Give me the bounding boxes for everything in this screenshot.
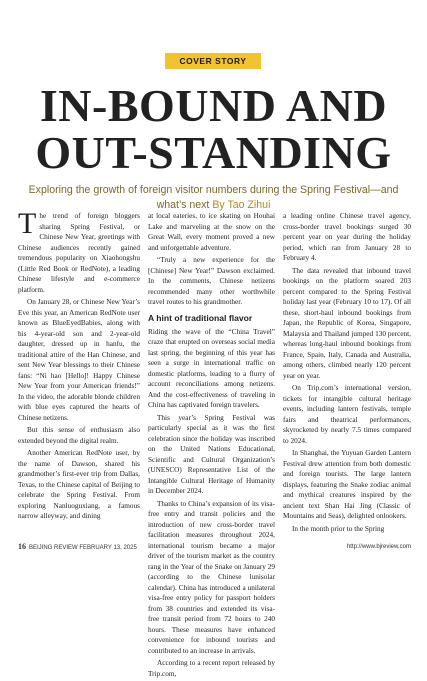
page-number: 16 (18, 542, 26, 551)
article-paragraph: In Shanghai, the Yuyuan Garden Lantern Festival drew attention from both domestic and foreign tourists. The large lantern displays, featuring the Snake zodiac animal and mythical creatures inspired by the ancient text Shan Hai Jing (Classic of Mountains and Seas), delighted onlookers. (283, 449, 411, 520)
article-paragraph: This year’s Spring Festival was particularly special as it was the first celebration since the holiday was inscribed on the United Nations Educational, Scientific and Cultural Organization’s (UNESCO) Representative List of the Intangible Cultural Heritage of Humanity in December 2024. (148, 413, 275, 495)
article-paragraph: On January 28, or Chinese New Year’s Eve this year, an American RedNote user known as BlueEyedBabies, along with his 4-year-old son and 2-year-old daughter, dressed up in hanfu, the traditional attire of the Han Chinese, and sent New Year blessings to their Chinese fans: “Ni hao [Hello]! Happy Chinese New Year from your American friends!” In the video, the adorable blonde children with blue eyes captured the hearts of Chinese netizens. (18, 298, 140, 422)
article-paragraph: According to a recent report released by Trip.com, (148, 659, 275, 678)
section-heading: A hint of traditional flavor (148, 312, 253, 323)
article-paragraph: The trend of foreign bloggers sharing Spring Festival, or Chinese New Year, greetings with Chinese audiences recently gained tremendous popularity on Xiaohongshu (Little Red Book or RedNote), a leading Chinese lifestyle and e-commerce platform. (18, 207, 140, 294)
headline-line-2: OUT-STANDING (35, 127, 392, 178)
section-tag: COVER STORY (165, 53, 261, 69)
drop-cap: T (18, 207, 37, 240)
headline-line-1: IN-BOUND AND (39, 80, 388, 131)
article-paragraph: The data revealed that inbound travel bookings on the platform soared 203 percent compared to the Spring Festival holiday last year (February 10 to 17). Of all these, short-haul inbound bookings from Japan, the Republic of Korea, Singapore, Malaysia and Thailand jumped 130 percent, whereas long-haul inbound bookings from France, Spain, Italy, Canada and Australia, among others, climbed nearly 120 percent year on year. (283, 266, 411, 380)
byline: By Tao Zihui (212, 199, 271, 211)
article-column-3 (283, 211, 411, 536)
article-paragraph: “Truly a new experience for the [Chinese] New Year!” Dawson exclaimed. In the comments, Chinese netizens recommended many other worthwhile travel routes to his grandmother. (148, 256, 275, 306)
subheadline (18, 183, 409, 213)
article-paragraph: Thanks to China’s expansion of its visa-free entry and transit policies and the introduction of new cross-border travel facilitation measures throughout 2024, international tourism became a major driver of the tourism market as the country rang in the Year of the Snake on January 29 (according to the Chinese lunisolar calendar). China has introduced a unilateral visa-free entry policy for passport holders from 38 countries and extended its visa-free transit period from 72 hours to 240 hours. These measures have enhanced convenience for inbound tourists and contributed to an increase in arrivals. (148, 499, 275, 655)
article-paragraph: a leading online Chinese travel agency, cross-border travel bookings surged 30 percent year on year during the holiday period, which ran from January 28 to February 4. (283, 212, 411, 262)
page-footer (18, 542, 411, 552)
issue-info: BEIJING REVIEW FEBRUARY 13, 2025 (29, 545, 137, 551)
website-link[interactable]: http://www.bjreview.com (346, 544, 411, 550)
footer-left (18, 542, 137, 553)
article-column-1 (18, 207, 140, 524)
article-paragraph: In the month prior to the Spring (292, 524, 385, 533)
article-paragraph: Riding the wave of the “China Travel” craze that erupted on overseas social media last spring, the beginning of this year has seen a surge in international traffic on domestic platforms, leading to a flurry of account reconciliations among netizens. And the cost-effectiveness of traveling in China has captivated foreign travelers. (148, 327, 275, 409)
article-paragraph: at local eateries, to ice skating on Houhai Lake and marveling at the snow on the Great Wall, every moment proved a new and unforgettable adventure. (148, 212, 275, 252)
article-paragraph: But this sense of enthusiasm also extended beyond the digital realm. (18, 426, 140, 445)
article-paragraph: Another American RedNote user, by the name of Dawson, shared his grandmother’s first-ever trip from Dallas, Texas, to the Chinese capital of Beijing to celebrate the Spring Festival. From exploring Nanluoguxiang, a famous narrow alleyway, and dining (18, 449, 140, 520)
subheadline-text: Exploring the growth of foreign visitor numbers during the Spring Festival—and what’s next (28, 184, 399, 211)
article-paragraph: On Trip.com’s international version, tickets for intangible cultural heritage events, including lantern festivals, temple fairs and theatrical performances, skyrocketed by nearly 7.5 times compared to 2024. (283, 384, 411, 445)
article-column-2 (148, 211, 275, 681)
